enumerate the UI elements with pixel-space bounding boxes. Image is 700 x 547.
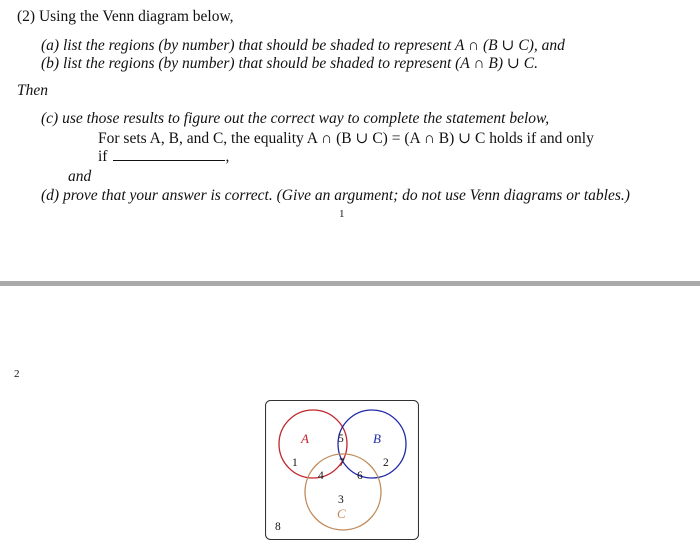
part-a: (a) list the regions (by number) that should be shaded to represent A ∩ (B ∪ C), and xyxy=(41,37,565,54)
region-6-label: 6 xyxy=(357,470,363,482)
region-1-label: 1 xyxy=(292,457,298,469)
set-b-label: B xyxy=(373,431,381,446)
region-3-label: 3 xyxy=(338,494,344,506)
region-5-label: 5 xyxy=(338,433,344,445)
set-a-label: A xyxy=(301,431,309,446)
answer-blank xyxy=(113,148,225,161)
page-divider xyxy=(0,281,700,286)
page-number-2: 2 xyxy=(14,368,20,380)
statement-comma: , xyxy=(225,148,230,165)
part-c: (c) use those results to figure out the correct way to complete the statement below, xyxy=(41,110,550,127)
statement-line: For sets A, B, and C, the equality A ∩ (B ∪ C) = (A ∩ B) ∪ C holds if and only xyxy=(98,130,594,147)
region-7-label: 7 xyxy=(339,457,345,469)
region-8-label: 8 xyxy=(275,521,281,533)
set-c-label: C xyxy=(337,506,346,521)
part-d: (d) prove that your answer is correct. (Give an argument; do not use Venn diagrams or tables.) xyxy=(41,187,630,204)
part-b: (b) list the regions (by number) that should be shaded to represent (A ∩ B) ∪ C. xyxy=(41,55,539,72)
region-2-label: 2 xyxy=(383,457,389,469)
problem-intro: (2) Using the Venn diagram below, xyxy=(17,8,234,25)
page-number-1: 1 xyxy=(339,208,345,220)
region-4-label: 4 xyxy=(318,470,324,482)
statement-if: if xyxy=(98,148,108,165)
and-label: and xyxy=(68,168,92,185)
venn-diagram xyxy=(265,400,419,540)
statement-if-line xyxy=(98,148,229,166)
then-label: Then xyxy=(17,82,48,99)
